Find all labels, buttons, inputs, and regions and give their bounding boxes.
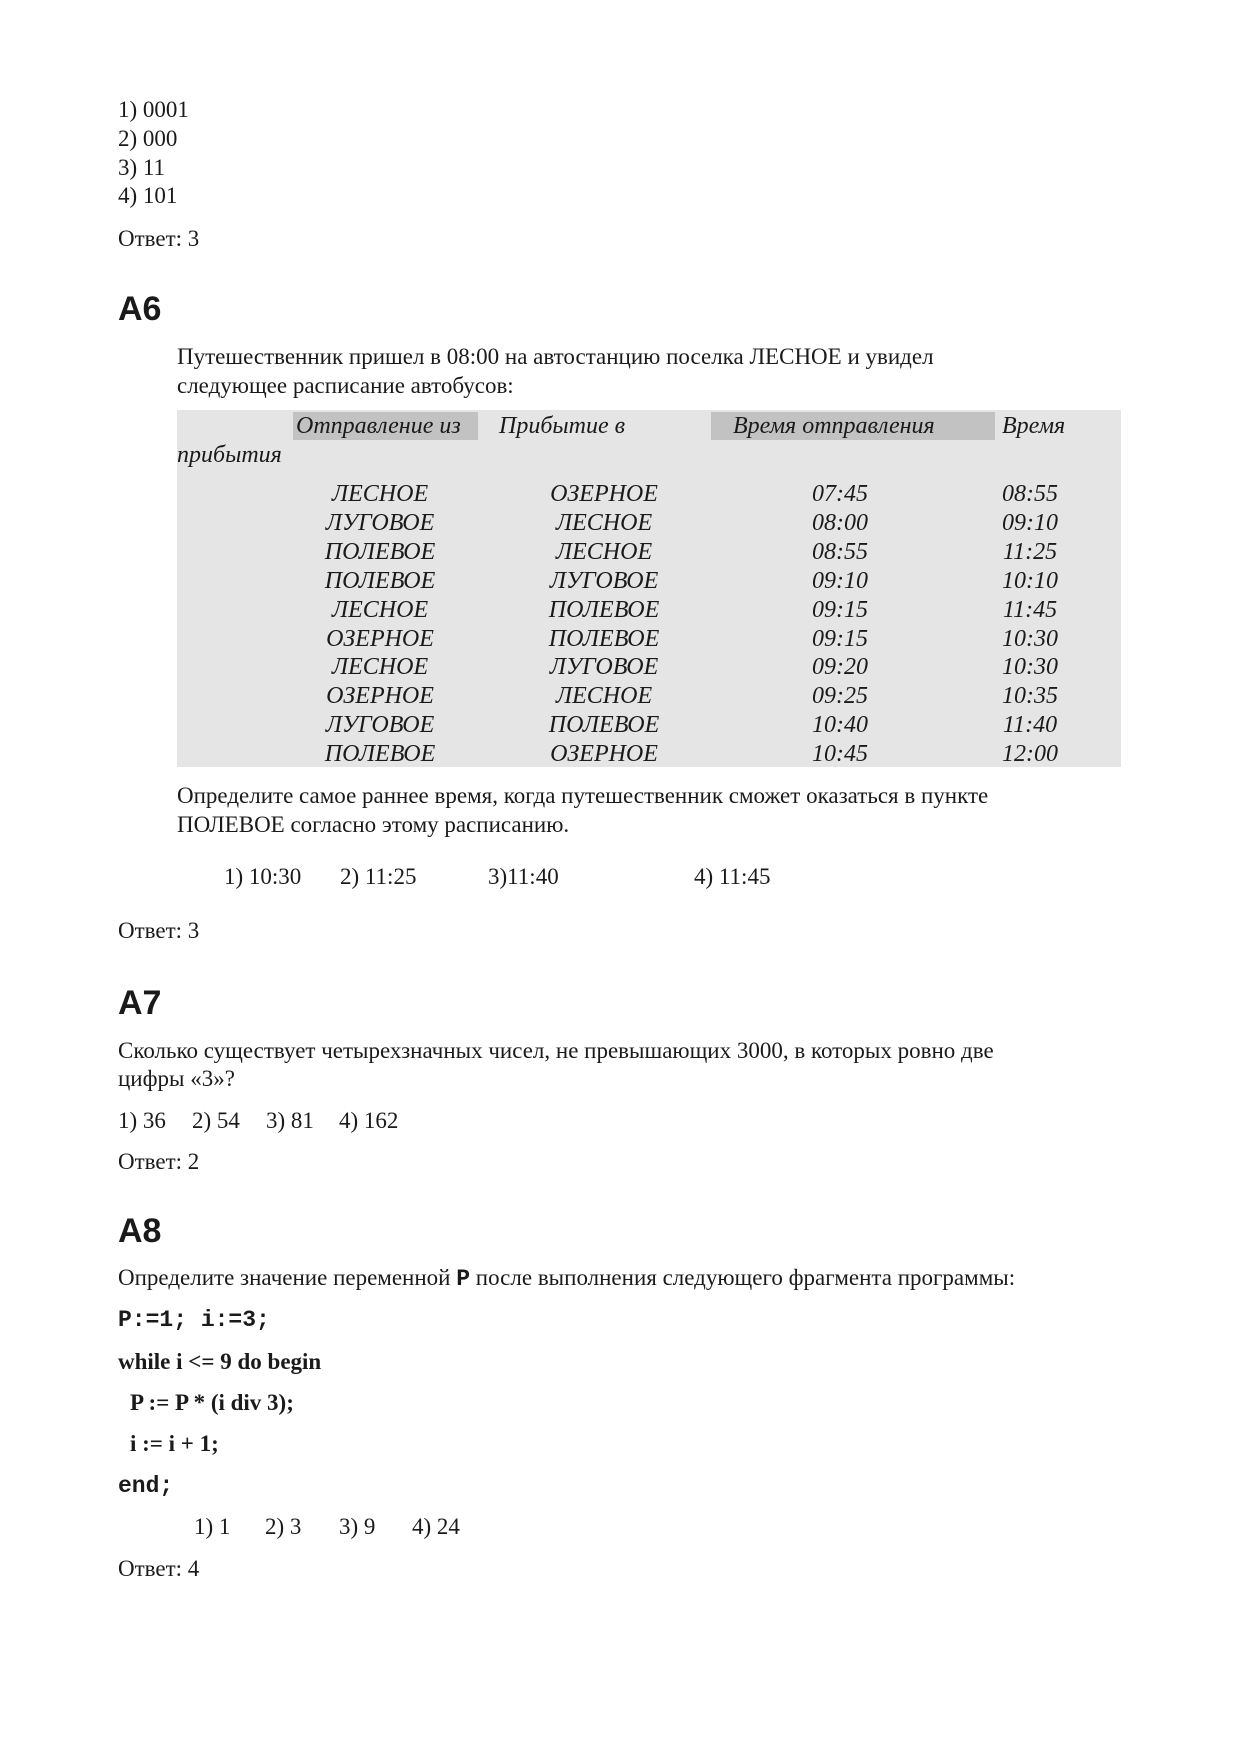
a8-question	[118, 1264, 1015, 1293]
timetable-cell: ОЗЕРНОЕ	[326, 626, 434, 652]
code-line-2: while i <= 9 do begin	[118, 1349, 322, 1374]
a5-answer: Ответ: 3	[118, 226, 200, 251]
timetable-cell: 09:10	[1002, 510, 1058, 536]
timetable-cell: ПОЛЕВОЕ	[324, 568, 436, 594]
timetable-cell: ЛЕСНОЕ	[331, 597, 429, 623]
timetable-cell: ПОЛЕВОЕ	[324, 539, 436, 565]
a5-option-4: 4) 101	[118, 183, 178, 208]
a5-option-2: 2) 000	[118, 126, 178, 151]
timetable-cell: ЛУГОВОЕ	[325, 712, 435, 738]
a6-option-1: 1) 10:30	[224, 864, 302, 889]
a6-option-4: 4) 11:45	[694, 864, 771, 889]
timetable-cell: 08:55	[812, 539, 868, 565]
timetable-cell: ЛЕСНОЕ	[331, 654, 429, 680]
timetable-cell: ЛЕСНОЕ	[555, 683, 653, 709]
timetable-cell: ЛЕСНОЕ	[555, 539, 653, 565]
a6-intro-line1: Путешественник пришел в 08:00 на автостанцию поселка ЛЕСНОЕ и увидел	[177, 344, 934, 369]
timetable-cell: 10:10	[1002, 568, 1058, 594]
a6-heading: A6	[118, 290, 162, 328]
a7-question-line1: Сколько существует четырехзначных чисел, не превышающих 3000, в которых ровно две	[118, 1038, 994, 1063]
timetable-cell: ПОЛЕВОЕ	[548, 597, 660, 623]
timetable-cell: 08:00	[812, 510, 868, 536]
timetable-cell: 09:25	[812, 683, 868, 709]
a7-option-1: 1) 36	[118, 1108, 166, 1133]
timetable-cell: 09:15	[812, 597, 868, 623]
header-departure-time: Время отправления	[733, 413, 935, 439]
a5-option-1: 1) 0001	[118, 97, 189, 122]
a6-option-2: 2) 11:25	[340, 864, 417, 889]
timetable-cell: ПОЛЕВОЕ	[548, 626, 660, 652]
timetable-cell: 11:45	[1002, 597, 1058, 623]
timetable-cell: 07:45	[812, 481, 868, 507]
code-line-4: i := i + 1;	[130, 1431, 219, 1456]
header-arrival-time: Время	[1002, 413, 1066, 439]
a7-answer: Ответ: 2	[118, 1149, 200, 1174]
timetable-cell: ПОЛЕВОЕ	[324, 741, 436, 767]
timetable-cell: 09:10	[812, 568, 868, 594]
timetable-cell: 11:25	[1002, 539, 1058, 565]
a7-option-4: 4) 162	[339, 1108, 399, 1133]
timetable-cell: 08:55	[1002, 481, 1058, 507]
a8-option-2: 2) 3	[265, 1514, 302, 1539]
code-line-5: end;	[118, 1473, 174, 1499]
a8-question-before: Определите значение переменной	[118, 1265, 457, 1290]
timetable-cell: 12:00	[1002, 741, 1058, 767]
a8-option-3: 3) 9	[339, 1514, 376, 1539]
a6-intro-line2: следующее расписание автобусов:	[177, 373, 514, 398]
timetable-cell: ЛЕСНОЕ	[555, 510, 653, 536]
a8-option-1: 1) 1	[194, 1514, 231, 1539]
timetable-cell: ЛУГОВОЕ	[549, 654, 659, 680]
a5-option-3: 3) 11	[118, 155, 166, 180]
timetable-cell: ЛУГОВОЕ	[325, 510, 435, 536]
a6-answer: Ответ: 3	[118, 918, 200, 943]
code-line-1: P:=1; i:=3;	[118, 1307, 270, 1333]
a6-question-line2: ПОЛЕВОЕ согласно этому расписанию.	[177, 812, 570, 837]
a6-option-3: 3)11:40	[488, 864, 559, 889]
a7-question-line2: цифры «3»?	[118, 1066, 235, 1091]
a8-question-var: P	[456, 1266, 471, 1292]
header-arrival-time-cont: прибытия	[177, 442, 282, 468]
timetable-cell: 10:35	[1002, 683, 1058, 709]
a7-option-3: 3) 81	[266, 1108, 314, 1133]
timetable-cell: 10:30	[1002, 626, 1058, 652]
timetable-cell: 10:45	[812, 741, 868, 767]
timetable-cell: ОЗЕРНОЕ	[550, 741, 658, 767]
a7-heading: A7	[118, 984, 162, 1022]
timetable-cell: 10:40	[812, 712, 868, 738]
a8-heading: A8	[118, 1212, 162, 1250]
timetable-cell: ОЗЕРНОЕ	[326, 683, 434, 709]
timetable-cell: ЛУГОВОЕ	[549, 568, 659, 594]
a8-option-4: 4) 24	[412, 1514, 460, 1539]
header-departure-from: Отправление из	[296, 413, 461, 439]
timetable-cell: 10:30	[1002, 654, 1058, 680]
timetable-cell: 11:40	[1002, 712, 1058, 738]
code-line-3: P := P * (i div 3);	[130, 1390, 294, 1415]
a6-question-line1: Определите самое раннее время, когда путешественник сможет оказаться в пункте	[177, 783, 989, 808]
a7-option-2: 2) 54	[192, 1108, 240, 1133]
timetable-cell: ОЗЕРНОЕ	[550, 481, 658, 507]
header-arrival-to: Прибытие в	[499, 413, 626, 439]
timetable-cell: 09:15	[812, 626, 868, 652]
timetable-cell: ЛЕСНОЕ	[331, 481, 429, 507]
timetable-cell: 09:20	[812, 654, 868, 680]
a8-answer: Ответ: 4	[118, 1556, 200, 1581]
a8-question-after: после выполнения следующего фрагмента программы:	[470, 1265, 1016, 1290]
timetable-cell: ПОЛЕВОЕ	[548, 712, 660, 738]
